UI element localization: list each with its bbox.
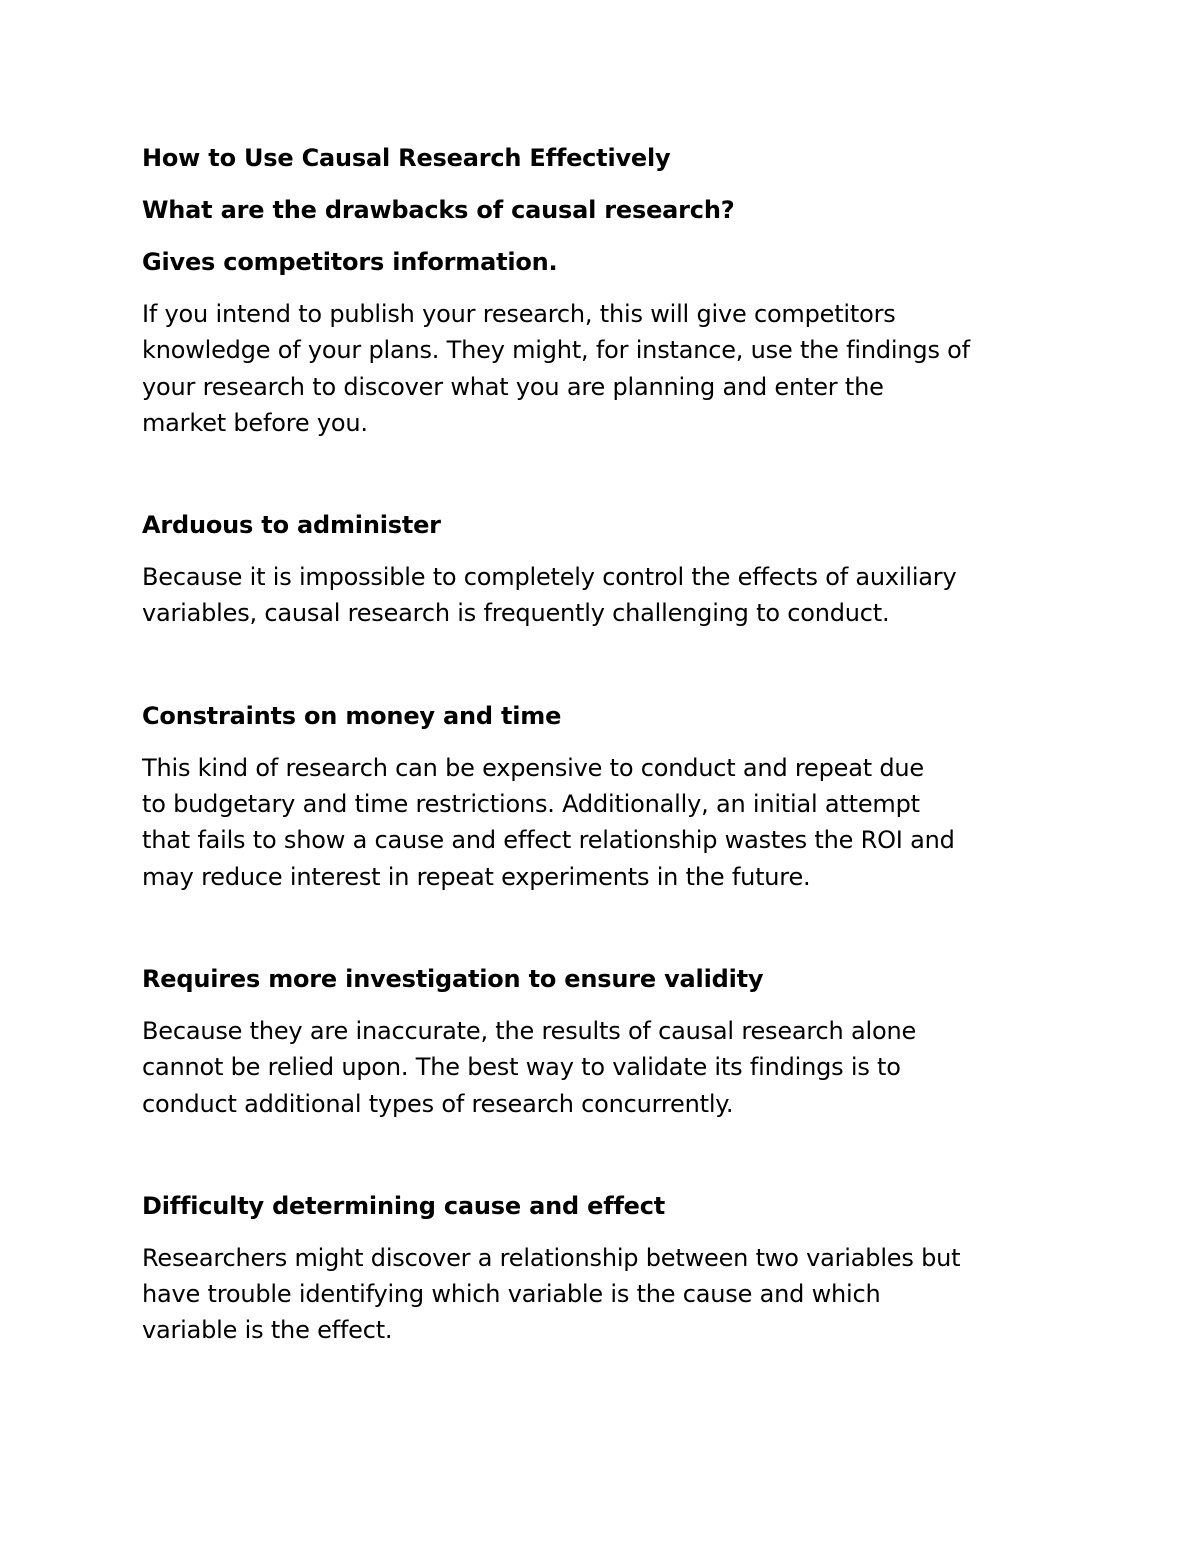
paragraph-line: knowledge of your plans. They might, for instance, use the findings of	[142, 336, 970, 365]
paragraph-line: Because it is impossible to completely control the effects of auxiliary	[142, 563, 957, 592]
section-paragraph	[142, 296, 1072, 441]
paragraph-line: variables, causal research is frequently challenging to conduct.	[142, 599, 890, 628]
paragraph-line: your research to discover what you are planning and enter the	[142, 372, 884, 401]
paragraph-line: If you intend to publish your research, this will give competitors	[142, 300, 896, 328]
section-spacer	[142, 441, 1082, 507]
paragraph-line: Researchers might discover a relationship between two variables but	[142, 1243, 961, 1272]
section-cause-effect	[142, 1188, 1082, 1349]
paragraph-line: to budgetary and time restrictions. Additionally, an initial attempt	[142, 790, 920, 819]
document-page	[142, 140, 1082, 1349]
section-spacer	[142, 1122, 1082, 1188]
page-title: How to Use Causal Research Effectively	[142, 144, 671, 172]
section-heading: Difficulty determining cause and effect	[142, 1191, 666, 1220]
section-heading: Constraints on money and time	[142, 701, 562, 730]
section-heading: Arduous to administer	[142, 511, 441, 540]
paragraph-line: conduct additional types of research concurrently.	[142, 1089, 734, 1118]
paragraph-line: may reduce interest in repeat experiments in the future.	[142, 862, 811, 891]
section-arduous	[142, 507, 1082, 632]
section-heading: Gives competitors information.	[142, 248, 558, 276]
section-spacer	[142, 632, 1082, 698]
section-paragraph	[142, 750, 1072, 895]
section-heading: Requires more investigation to ensure validity	[142, 964, 764, 993]
paragraph-line: have trouble identifying which variable is the cause and which	[142, 1280, 881, 1309]
section-constraints	[142, 698, 1082, 895]
section-paragraph	[142, 559, 1072, 632]
section-competitors	[142, 244, 1082, 441]
paragraph-line: variable is the effect.	[142, 1316, 393, 1345]
section-validity	[142, 961, 1082, 1122]
question-heading: What are the drawbacks of causal research?	[142, 196, 735, 224]
paragraph-line: that fails to show a cause and effect relationship wastes the ROI and	[142, 826, 955, 855]
paragraph-line: This kind of research can be expensive to conduct and repeat due	[142, 753, 924, 782]
paragraph-line: market before you.	[142, 408, 368, 437]
section-paragraph	[142, 1013, 1072, 1122]
section-spacer	[142, 895, 1082, 961]
paragraph-line: cannot be relied upon. The best way to validate its findings is to	[142, 1053, 901, 1082]
section-paragraph	[142, 1240, 1072, 1349]
paragraph-line: Because they are inaccurate, the results of causal research alone	[142, 1016, 917, 1045]
